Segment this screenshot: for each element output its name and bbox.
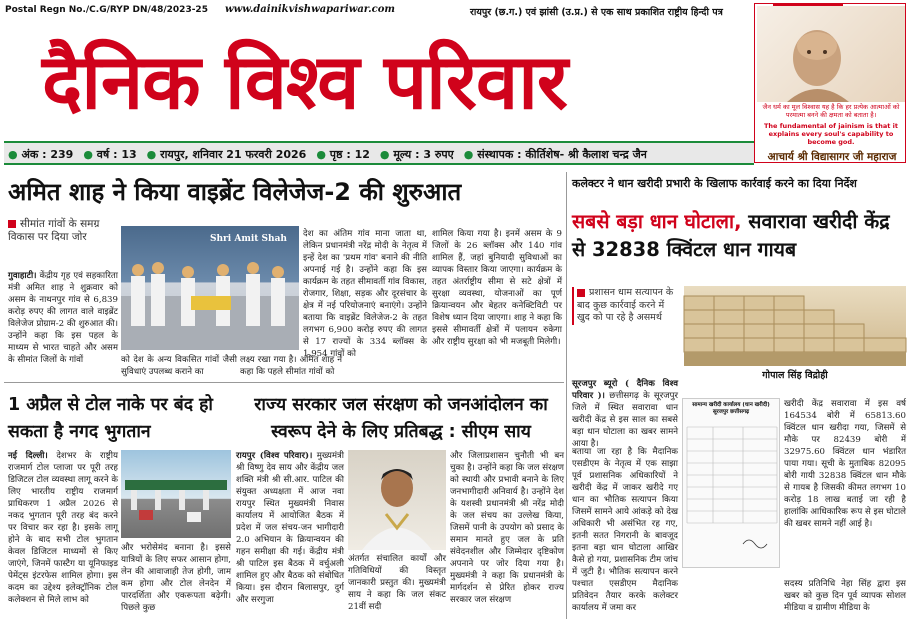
document-title: सामान्य खरीदी कार्यालय (धान खरीदी) सूरजपुर छत्तीसगढ़ — [692, 402, 770, 415]
story1-col1: गुवाहाटी। केंद्रीय गृह एवं सहकारिता मंत्री अमित शाह ने शुक्रवार को असम के नाथनपुर गांव से 6,839 करोड़ रुपए की लागत वाले वाइब्रेंट विलेजेज प्रोग्राम-2 की शुरुआत की। उन्होंने कहा कि इस पहल के माध्यम से भारत चाहते और असम के सीमांत जिलों के गांवों — [8, 271, 118, 365]
issue-number: ● अंक : 239 — [8, 148, 74, 161]
cm-photo — [348, 450, 446, 550]
suvichar-english: The fundamental of jainism is that it explains every soul's capability to become god. — [764, 122, 898, 146]
section-divider — [4, 382, 564, 383]
story1-headline[interactable]: अमित शाह ने किया वाइब्रेंट विलेजेज-2 की शुरुआत — [8, 178, 462, 206]
masthead-tagline: रायपुर (छ.ग.) एवं झांसी (उ.प्र.) से एक साथ प्रकाशित राष्ट्रीय हिन्दी पत्र — [470, 7, 723, 18]
story3-col2: अंतर्गत संचालित कार्यों और गतिविधियों की विस्तृत जानकारी प्रस्तुत की। मुख्यमंत्री साय ने कहा कि जल संकट 21वीं सदी — [348, 554, 446, 612]
paddy-sacks-photo — [684, 286, 906, 366]
suvichar-author: आचार्य श्री विद्यासागर जी महाराज — [767, 151, 897, 163]
suvichar-box — [754, 3, 906, 163]
story2-col2: और भरोसेमंद बनाना है। इससे यात्रियों के लिए सफर आसान होगा, लेन की आवाजाही तेज होगी, जाम कम होगा और टोल लेनदेन में पारदर्शिता और एकरूपता बढ़ेगी। पिछले कुछ — [121, 543, 231, 613]
story1-under-photo-2: लक्ष्य रखा गया है। अमित शाह ने कहा कि पहले सीमांत गांवों को — [240, 355, 342, 377]
story1-teaser: सीमांत गांवों के समग्र विकास पर दिया जोर — [8, 218, 100, 243]
acharya-portrait — [757, 6, 905, 102]
postal-registration: Postal Regn No./C.G/RYP DN/48/2023-25 — [5, 5, 208, 15]
photo-caption: Shri Amit Shah — [210, 234, 287, 244]
story3-col3: और जिलाप्रशासन चुनौती भी बन चुका है। उन्होंने कहा कि जल संरक्षण को स्थायी और प्रभावी बनाने के लिए जनभागीदारी अनिवार्य है। उन्होंने देश के यशस्वी प्रधानमंत्री श्री नरेंद्र मोदी के जल संचय का उल्लेख किया, जिसमें पानी के उपयोग को प्रसाद के समान मानते हुए जल के प्रति संवेदनशील और जिम्मेदार दृष्टिकोण अपनाने पर जोर दिया गया है। मुख्यमंत्री ने कहा कि प्रधानमंत्री के मार्गदर्शन से प्रेरित होकर राज्य सरकार जल संरक्षण — [450, 451, 564, 605]
page-count: ● पृष्ठ : 12 — [316, 148, 370, 161]
story1-photo — [121, 226, 299, 350]
story3-col1: रायपुर (विश्व परिवार)। मुख्यमंत्री श्री विष्णु देव साय और केंद्रीय जल शक्ति मंत्री श्री सी.आर. पाटिल की संयुक्त अध्यक्षता में आज नवा रायपुर स्थित मुख्यमंत्री निवास कार्यालय में आयोजित बैठक में प्रदेश में जल संचय-जन भागीदारी 2.0 अभियान के क्रियान्वयन की गहन समीक्षा की गई। केंद्रीय मंत्री श्री पाटिल इस बैठक में वर्चुअली शामिल हुए और बैठक को संबोधित किया। इस दौरान बिलासपुर, दुर्ग और सरगुजा — [236, 451, 344, 605]
story3-headline[interactable]: राज्य सरकार जल संरक्षण को जनआंदोलन का स्वरूप देने के लिए प्रतिबद्ध : सीएम साय — [254, 395, 548, 442]
story4-teaser: प्रशासन धाम सत्यापन के बाद कुछ कार्रवाई करने में खुद को पा रहे है असमर्थ — [572, 287, 678, 325]
official-document-image — [682, 398, 780, 568]
story1-col3: देश का अंतिम गांव माना जाता था, लेकिन प्रधानमंत्री नरेंद्र मोदी के नेतृत्व में इन्हें देश का 'प्रथम गांव' बनाने की नीति अपनाई गई है। उन्होंने कहा कि इस कार्यक्रम के तहत सीमावर्ती गांव विकास, रोजगार, शिक्षा, सड़क और दूरसंचार के क्षेत्र में नई परियोजनाएं बनाएंगे। उन्होंने बताया कि वाइब्रेंट विलेजेज-2 के तहत लगभग 6,900 करोड़ रुपए की लागत से 17 राज्यों के 334 ब्लॉक्स के 1,954 गांवों को — [303, 229, 427, 359]
column-divider — [566, 172, 567, 619]
newspaper-title: दैनिक विश्व परिवार — [42, 37, 567, 126]
founder: ● संस्थापक : कीर्तिशेष- श्री कैलाश चन्द्र जैन — [463, 148, 647, 161]
story4-col2: खरीदी केंद्र सवारावा में इस वर्ष 164534 बोरी में 65813.60 क्विंटल धान खरीदा गया, जिसमें से मौके पर 82439 बोरी में 32975.60 क्विंटल धान भंडारित पाया गया। सूची के मुताबिक 82095 बोरी गायी 32838 क्विंटल धान मौके से गायब है जिसकी कीमत लगभग 10 करोड़ 18 लाख बताई जा रही है हालांकि आधिकारिक रूप से इस घोटाले की खबर सामने नहीं आई है। — [784, 399, 906, 529]
story1-under-photo-1: को देश के अन्य विकसित गांवों जैसी सुविधाएं उपलब्ध कराने का — [121, 355, 237, 377]
suvichar-hindi: जैन धर्म का मूल विश्वास यह है कि हर प्रत्येक आत्माओं को परमात्मा बनने की क्षमता को बताता है। — [762, 103, 900, 119]
year-number: ● वर्ष : 13 — [83, 148, 137, 161]
bullet-icon — [577, 289, 585, 297]
info-bar-items — [8, 147, 647, 162]
story4-col1b: बताया जा रहा है कि मैदानिक एसडीएम के नेतृत्व में एक साझा पूर्व प्रशासनिक अधिकारियों ने खरीदी केंद्र में जाकर खरीदे गए धान का भौतिक सत्यापन किया जिसमें सामने आये आंकड़े को देख अधिकारी भी असंभित रह गए, इतनी सतत निगरानी के बावजूद इतना बड़ा धान घोटाला आखिर कैसे हो गया, प्रशासनिक टीम जांच में जुटी है। भौतिक सत्यापन करने पश्चात एसडीएम मैदानिक प्रतिवेदन तैयार करके कलेक्टर कार्यालय में जमा कर — [572, 447, 678, 613]
story4-kicker: कलेक्टर ने धान खरीदी प्रभारी के खिलाफ कार्रवाई करने का दिया निर्देश — [572, 177, 857, 190]
website-link[interactable]: www.dainikvishwapariwar.com — [225, 4, 395, 15]
story2-col1: नई दिल्ली। देशभर के राष्ट्रीय राजमार्ग टोल प्लाजा पर पूरी तरह डिजिटल टोल व्यवस्था लागू करने के लिए भारतीय राष्ट्रीय राजमार्ग प्राधिकरण 1 अप्रैल 2026 से नकद भुगतान पूरी तरह बंद करने पर विचार कर रहा है। इसके लागू होने के बाद सभी टोल भुगतान केवल डिजिटल माध्यमों से किए जाएंगे, जिनमें फास्टैग या यूनिफाइड पेमेंट्स इंटरफेस शामिल होगा। इस कदम का उद्देश्य इलेक्ट्रॉनिक टोल कलेक्शन से मिले लाभ को — [8, 451, 118, 605]
price: ● मूल्य : 3 रुपए — [379, 148, 454, 161]
story2-headline[interactable]: 1 अप्रैल से टोल नाके पर बंद हो सकता है नगद भुगतान — [8, 395, 213, 442]
story1-col4: शामिल किया गया है। इनमें असम के 9 जिलों के 26 ब्लॉक्स और 140 गांव शामिल हैं, जहां बुनियादी सुविधाओं का व्यापक विस्तार किया जाएगा। कार्यक्रम के तहत अंतर्राष्ट्रीय सीमा से सटे क्षेत्रों में सुरक्षा व्यवस्था, योजनाओं का पूर्ण क्रियान्वयन और बेहतर कनेक्टिविटी पर विशेष ध्यान दिया जाएगा। शाह ने कहा कि इससे सीमावर्ती क्षेत्रों में पलायन रुकेगा और राष्ट्रीय सुरक्षा को भी मजबूती मिलेगी। — [432, 229, 562, 347]
story4-headline[interactable]: सबसे बड़ा धान घोटाला, सवारावा खरीदी केंद्र से 32838 क्विंटल धान गायब — [572, 210, 890, 261]
story4-col3: सदस्य प्रतिनिधि नेहा सिंह द्वारा इस खबर को कुछ दिन पूर्व व्यापक सोशल मीडिया व ग्रामीण मीडिया के — [784, 579, 906, 613]
story4-col1: सूरजपुर ब्यूरो ( दैनिक विश्व परिवार )। छत्तीसगढ़ के सूरजपुर जिले में स्थित सवारावा धान खरीदी केंद्र से इस साल का सबसे बड़ा धान घोटाला का खबर सामने आया है। — [572, 379, 678, 449]
story4-byline: गोपाल सिंह विद्रोही — [762, 370, 828, 381]
story2-photo — [121, 450, 231, 538]
edition-date: ● रायपुर, शनिवार 21 फरवरी 2026 — [146, 148, 307, 161]
bullet-icon — [8, 220, 16, 228]
